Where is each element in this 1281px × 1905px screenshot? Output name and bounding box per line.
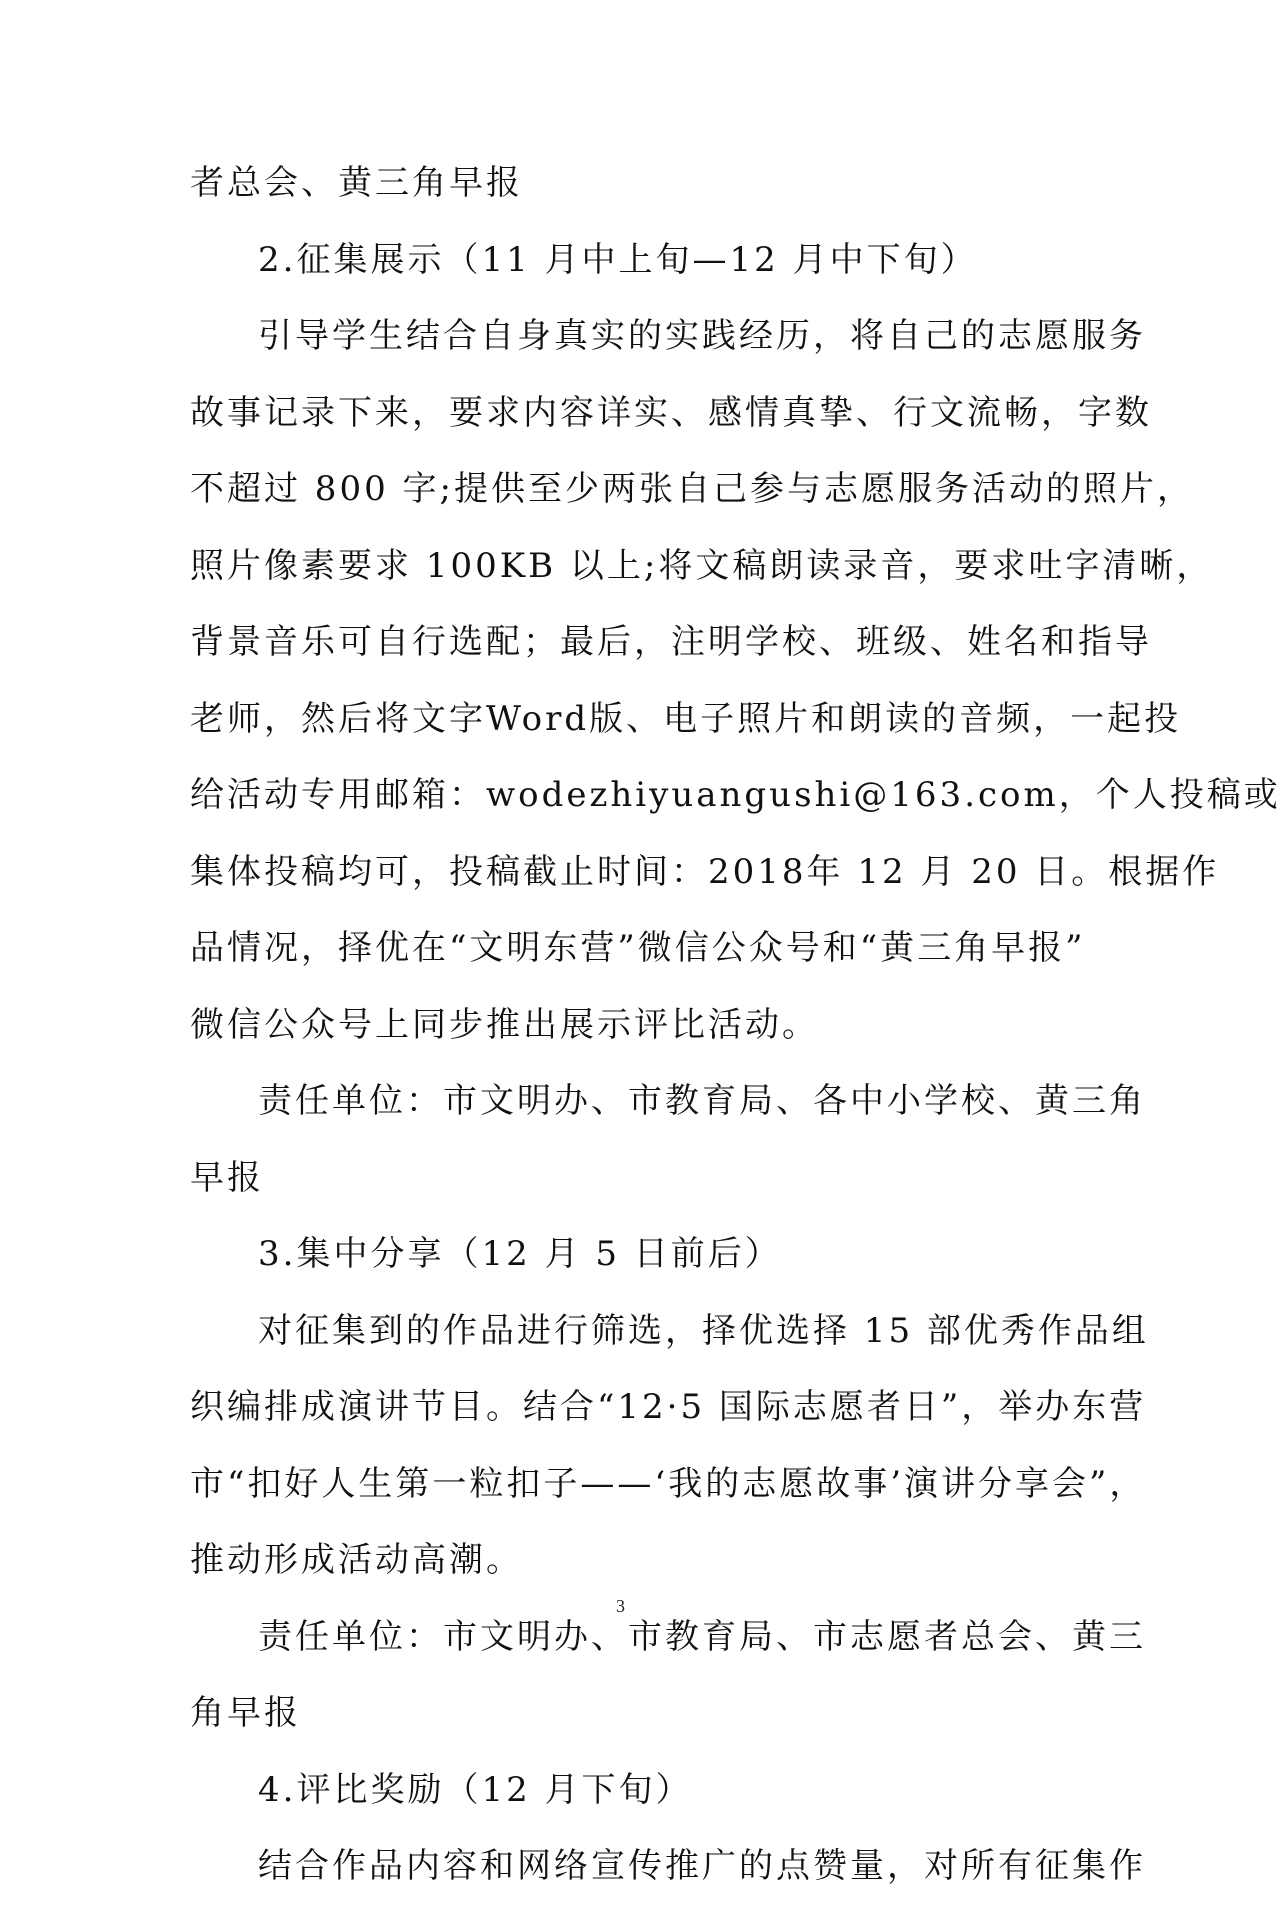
text-line: 织编排成演讲节目。结合“12·5 国际志愿者日”，举办东营 <box>190 1387 1147 1427</box>
text-line: 给活动专用邮箱：wodezhiyuangushi@163.com，个人投稿或 <box>190 775 1281 815</box>
text-line: 市“扣好人生第一粒扣子——‘我的志愿故事’演讲分享会”， <box>190 1463 1147 1504</box>
text-line: 微信公众号上同步推出展示评比活动。 <box>190 1004 819 1045</box>
text-line: 责任单位：市文明办、市教育局、市志愿者总会、黄三 <box>258 1616 1146 1657</box>
text-line: 2.征集展示（11 月中上旬—12 月中下旬） <box>258 239 978 280</box>
text-line: 早报 <box>190 1157 264 1198</box>
page-number: 3 <box>616 1596 625 1616</box>
text-line: 品情况，择优在“文明东营”微信公众号和“黄三角早报” <box>190 928 1086 968</box>
text-line: 引导学生结合自身真实的实践经历，将自己的志愿服务 <box>258 316 1146 356</box>
text-line: 背景音乐可自行选配；最后，注明学校、班级、姓名和指导 <box>190 622 1152 662</box>
text-line: 集体投稿均可，投稿截止时间：2018年 12 月 20 日。根据作 <box>190 851 1220 892</box>
text-line: 推动形成活动高潮。 <box>190 1540 523 1580</box>
text-line: 对征集到的作品进行筛选，择优选择 15 部优秀作品组 <box>258 1310 1149 1351</box>
text-line: 4.评比奖励（12 月下旬） <box>258 1769 693 1810</box>
text-line: 老师，然后将文字Word版、电子照片和朗读的音频，一起投 <box>190 698 1182 739</box>
document-body <box>190 145 1281 1905</box>
text-line: 照片像素要求 100KB 以上;将文稿朗读录音，要求吐字清晰， <box>190 545 1214 586</box>
text-line: 者总会、黄三角早报 <box>190 163 523 203</box>
text-line: 不超过 800 字;提供至少两张自己参与志愿服务活动的照片， <box>190 469 1194 509</box>
text-line: 结合作品内容和网络宣传推广的点赞量，对所有征集作 <box>258 1846 1146 1886</box>
text-line: 3.集中分享（12 月 5 日前后） <box>258 1234 782 1274</box>
text-line: 责任单位：市文明办、市教育局、各中小学校、黄三角 <box>258 1081 1146 1121</box>
text-line: 故事记录下来，要求内容详实、感情真挚、行文流畅，字数 <box>190 392 1152 433</box>
text-line: 角早报 <box>190 1693 301 1733</box>
